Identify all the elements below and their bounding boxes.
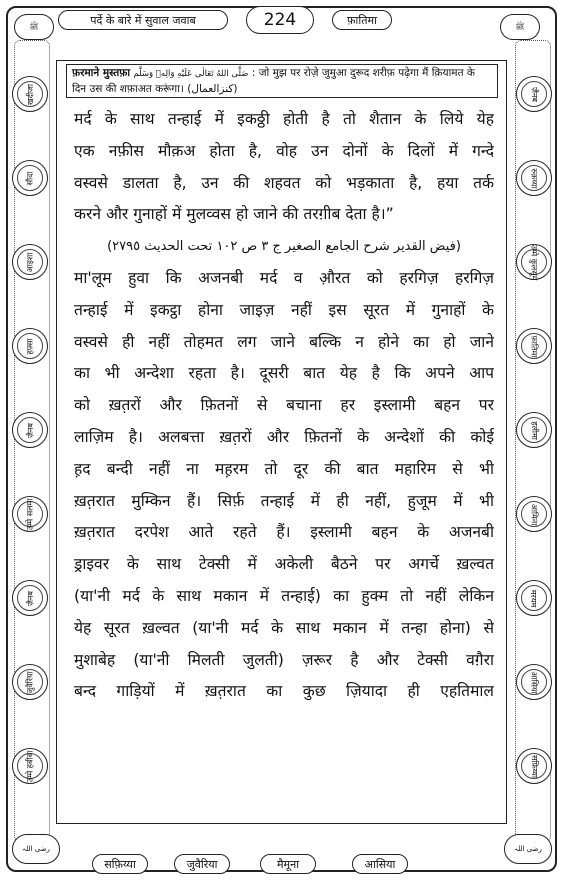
farman-text: : जो मुझ पर रोज़े जुमुआ दुरूद शरीफ़ पढ़ेगा मैं क़ियामत के दिन उस की शफ़ाअत करूंगा। (کنزالعمال) [72, 67, 475, 95]
text-line: तन्हाई में इकट्ठा होना जाइज़ नहीं इस सूरत में गुनाहों के [74, 300, 494, 319]
right-medal-1: ज़ैनब [516, 76, 552, 112]
right-medal-2: रुक़य्या [516, 160, 552, 196]
page-number: 224 [263, 10, 297, 30]
farman-label: फ़रमाने मुस्तफ़ा [72, 67, 131, 79]
right-medal-6: आमिना [516, 496, 552, 532]
right-medal-9: सफ़िय्या [516, 748, 552, 784]
left-medal-7: ज़ैनब [12, 580, 48, 616]
bottom-right-corner-medal: رضی اللہ [504, 834, 552, 864]
text-line: लाज़िम है। अलबत्ता ख़त़रों और फ़ितनों के अन्देशों की कोई [74, 427, 494, 446]
text-line: एक नफ़ीस मौक़अ होता है, वोह उन दोनों के दिलों में गन्दे [74, 141, 494, 160]
right-medal-8: आसिया [516, 664, 552, 700]
left-medal-2: सौदा [12, 160, 48, 196]
farmane-mustafa-box [66, 64, 498, 98]
left-medal-8: जुवैरिया [12, 664, 48, 700]
book-title: पर्दे के बारे में सुवाल जवाब [90, 13, 196, 27]
right-medal-5: हलीमा [516, 412, 552, 448]
bottom-tab-2: जुवैरिया [174, 854, 230, 874]
text-line: करने और गुनाहों में मुलव्वस हो जाने की तरग़ीब देता है।” [74, 205, 394, 224]
text-line: बन्द गाड़ियों में ख़त़रात का कुछ ज़ियादा ही एहतिमाल [74, 682, 494, 701]
bottom-left-corner-medal: رضی اللہ [12, 834, 60, 864]
right-medal-3: उम्मे कुलसूम [516, 244, 552, 280]
text-line: मा'लूम हुवा कि अजनबी मर्द व औ़रत को हरगिज़ हरगिज़ [74, 268, 494, 287]
text-line: को ख़त़रों और फ़ितनों से बचाना हर इस्लामी बहन पर [74, 396, 494, 415]
text-line: (या'नी मर्द के साथ मकान में तन्हाई) का हुक्म तो नहीं लेकिन [74, 586, 494, 605]
text-line: येह सूरत ख़ल्वत (या'नी मर्द के साथ मकान में तन्हा होना) से [74, 618, 494, 637]
left-medal-3: आइशा [12, 244, 48, 280]
left-medal-5: ज़ैनब [12, 412, 48, 448]
text-line: ख़त़रात दरपेश आते रहते हैं। इस्लामी बहन के अजनबी [74, 523, 494, 542]
header-name-tab [332, 10, 392, 30]
right-medal-4: फ़ातिमा [516, 328, 552, 364]
citation: (فيض القدير شرح الجامع الصغير ج ٣ ص ١٠٢ تحت الحديث ٢٧٩٥) [107, 239, 461, 255]
text-line: वस्वसे ही नहीं तोहमत लग जाने बल्कि न होने का हो जाने [74, 332, 494, 351]
book-title-tab [58, 10, 228, 30]
header-name: फ़ातिमा [347, 13, 377, 27]
left-medal-1: खदीजा [12, 76, 48, 112]
text-line: वस्वसे डालता है, उन की शहवत को भड़काता है, हया तर्क [74, 173, 494, 192]
bottom-tab-3: मैमूना [260, 854, 316, 874]
text-line: मुशाबेह (या'नी मिलती जुलती) ज़रूर है और टेक्सी वग़ैरा [74, 650, 494, 669]
left-medal-9: उम्मे हबीबा [12, 748, 48, 784]
text-line: ड्राइवर के साथ टेक्सी में अकेली बैठने पर अगर्चे ख़ल्वत [74, 555, 494, 574]
left-medal-4: हफ़्सा [12, 328, 48, 364]
text-line: ह़द बन्दी नहीं ना मह़रम तो दूर की बात महारिम से भी [74, 459, 494, 478]
farman-salutation: صَلَّى اللهُ تَعَالٰى عَلَيْهِ وَالِهٖ وَسَلَّم [133, 69, 249, 79]
top-right-corner-medal: ﷺ [500, 14, 540, 40]
bottom-tab-4: आसिया [352, 854, 408, 874]
main-text [74, 104, 494, 708]
right-medal-7: मरयम [516, 580, 552, 616]
text-line: का भी अन्देशा रहता है। दूसरी बात येह है कि अपने आप [74, 364, 494, 383]
text-line: मर्द के साथ तन्हाई में इकठ्ठी होती है तो शैतान के लिये येह [74, 110, 494, 128]
text-line: ख़त़रात मुम्किन हैं। सिर्फ़ तन्हाई में ही नहीं, हुजूम में भी [74, 491, 494, 510]
top-left-corner-medal: ﷺ [14, 14, 54, 40]
left-medal-6: उम्मे सलमा [12, 496, 48, 532]
page-number-badge [246, 6, 314, 34]
bottom-tab-1: सफ़िय्या [92, 854, 148, 874]
